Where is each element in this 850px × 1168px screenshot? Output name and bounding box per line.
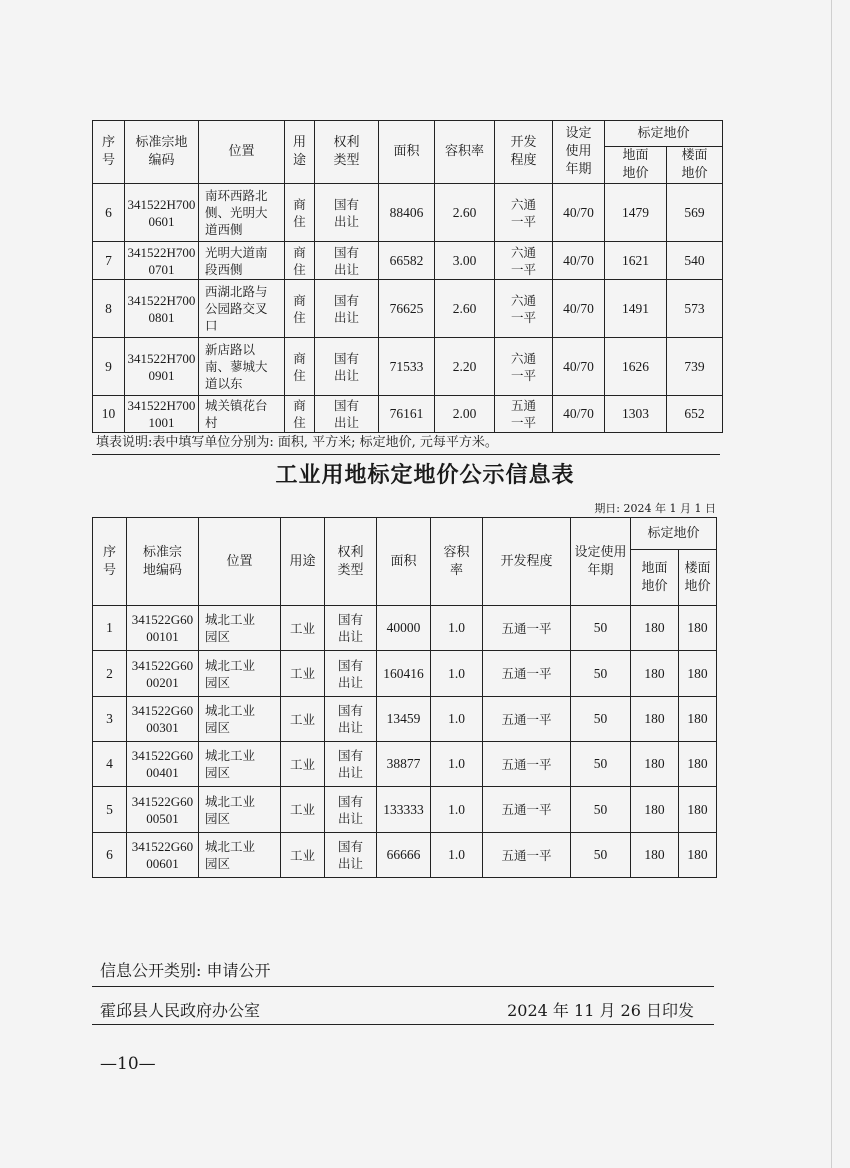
cell-dev — [495, 338, 553, 396]
cell-dev-text: 五通一平 — [510, 398, 536, 430]
cell-seq-text: 8 — [105, 300, 112, 316]
cell-land-price — [605, 184, 667, 242]
cell-area — [377, 651, 431, 697]
cell-rights — [315, 242, 379, 280]
cell-far — [431, 606, 483, 651]
cell-use — [285, 242, 315, 280]
cell-area-text: 13459 — [386, 711, 421, 726]
cell-code-text: 341522H7001001 — [127, 398, 196, 430]
industrial-table-title: 工业用地标定地价公示信息表 — [275, 463, 575, 488]
cell-seq-text: 2 — [106, 665, 113, 681]
cell-location-text: 光明大道南段西侧 — [205, 244, 268, 277]
cell-dev — [483, 787, 571, 833]
cell-use — [285, 396, 315, 433]
cell-use — [281, 697, 325, 742]
cell-use-text: 商住 — [293, 398, 306, 430]
cell-use-text: 商住 — [293, 196, 306, 229]
table-row — [93, 742, 717, 787]
cell-rights — [315, 338, 379, 396]
cell-far-text: 1.0 — [448, 665, 465, 681]
cell-use-text: 工业 — [289, 847, 315, 863]
cell-seq — [93, 697, 127, 742]
table-row — [93, 787, 717, 833]
cell-floor-price — [679, 742, 717, 787]
cell-far-text: 2.60 — [452, 300, 477, 316]
cell-period — [553, 184, 605, 242]
table-row — [93, 184, 723, 242]
cell-period — [571, 697, 631, 742]
cell-land-price — [631, 787, 679, 833]
cell-dev-text: 五通一平 — [501, 847, 552, 863]
cell-use-text: 商住 — [293, 350, 306, 383]
cell-area — [379, 396, 435, 433]
cell-land-price-text: 1621 — [622, 252, 649, 268]
cell-use-text: 工业 — [289, 620, 315, 636]
cell-rights-text: 国有出让 — [337, 839, 363, 871]
valuation-date: 期日: 2024 年 1 月 1 日 — [594, 502, 716, 515]
cell-location — [199, 338, 285, 396]
cell-dev-text: 五通一平 — [501, 711, 552, 727]
cell-period — [571, 833, 631, 878]
cell-use — [285, 338, 315, 396]
cell-dev-text: 六通一平 — [510, 244, 536, 277]
cell-code — [127, 697, 199, 742]
cell-location-text: 新店路以南、蓼城大道以东 — [205, 342, 268, 391]
cell-period-text: 50 — [593, 801, 608, 817]
header-seq: 序号 — [93, 121, 125, 184]
header-rights: 权利类型 — [315, 121, 379, 184]
cell-period-text: 40/70 — [563, 204, 594, 220]
cell-land-price-text: 180 — [644, 665, 665, 681]
cell-rights-text: 国有出让 — [337, 748, 363, 780]
cell-seq — [93, 242, 125, 280]
cell-code-text: 341522G6000101 — [131, 612, 194, 644]
header-location-2: 位置 — [199, 518, 281, 606]
cell-code-text: 341522G6000401 — [131, 748, 194, 780]
cell-seq-text: 10 — [101, 406, 116, 421]
cell-floor-price-text: 573 — [684, 300, 705, 316]
cell-code — [127, 651, 199, 697]
cell-rights — [315, 184, 379, 242]
cell-code-text: 341522G6000601 — [131, 839, 194, 871]
commercial-land-table — [92, 120, 723, 433]
cell-period-text: 40/70 — [563, 252, 594, 268]
cell-code — [125, 280, 199, 338]
cell-code — [125, 242, 199, 280]
header-land-price: 地面地价 — [605, 147, 667, 184]
cell-area — [379, 184, 435, 242]
cell-dev — [495, 242, 553, 280]
header-use-2: 用途 — [281, 518, 325, 606]
cell-seq — [93, 396, 125, 433]
cell-area — [379, 242, 435, 280]
industrial-table-body — [93, 606, 717, 878]
table-row — [93, 242, 723, 280]
cell-period — [571, 651, 631, 697]
cell-area-text: 76625 — [389, 300, 424, 316]
header-price-group: 标定地价 — [605, 121, 723, 147]
table-row — [93, 280, 723, 338]
cell-location — [199, 787, 281, 833]
cell-seq — [93, 606, 127, 651]
cell-code-text: 341522H7000801 — [127, 292, 196, 325]
cell-rights — [325, 833, 377, 878]
cell-far-text: 3.00 — [452, 252, 477, 268]
cell-code — [127, 606, 199, 651]
cell-seq — [93, 338, 125, 396]
cell-rights-text: 国有出让 — [333, 244, 359, 277]
cell-seq — [93, 787, 127, 833]
cell-period-text: 50 — [593, 620, 608, 635]
header-code-2: 标准宗地编码 — [127, 518, 199, 606]
cell-location-text: 城北工业园区 — [205, 703, 256, 735]
table-row — [93, 833, 717, 878]
cell-period-text: 40/70 — [563, 358, 594, 374]
footer-rule-top — [92, 986, 714, 987]
header-seq-2: 序号 — [93, 518, 127, 606]
header-code: 标准宗地编码 — [125, 121, 199, 184]
cell-period — [571, 787, 631, 833]
cell-land-price — [605, 280, 667, 338]
cell-floor-price — [667, 280, 723, 338]
cell-floor-price — [667, 242, 723, 280]
cell-period — [553, 280, 605, 338]
cell-dev — [495, 184, 553, 242]
cell-floor-price — [667, 396, 723, 433]
cell-code — [125, 396, 199, 433]
cell-dev — [495, 396, 553, 433]
cell-floor-price — [679, 787, 717, 833]
cell-seq-text: 9 — [105, 358, 112, 374]
cell-code-text: 341522G6000201 — [131, 657, 194, 690]
cell-land-price — [631, 742, 679, 787]
cell-area-text: 40000 — [386, 620, 421, 635]
cell-land-price-text: 180 — [644, 620, 665, 635]
cell-far-text: 2.00 — [452, 406, 477, 421]
cell-far — [431, 697, 483, 742]
cell-land-price-text: 180 — [644, 847, 665, 862]
cell-code — [127, 742, 199, 787]
cell-dev-text: 五通一平 — [501, 802, 552, 817]
cell-use-text: 商住 — [293, 244, 306, 277]
cell-period — [553, 396, 605, 433]
cell-location-text: 城关镇花台村 — [205, 398, 268, 430]
page-edge — [831, 0, 832, 1168]
cell-dev — [483, 833, 571, 878]
cell-use — [285, 184, 315, 242]
cell-far — [435, 280, 495, 338]
cell-location-text: 城北工业园区 — [205, 839, 256, 871]
cell-land-price-text: 1626 — [622, 358, 649, 374]
cell-code-text: 341522H7000901 — [127, 350, 196, 383]
cell-location-text: 城北工业园区 — [205, 793, 256, 826]
header-period: 设定使用年期 — [553, 121, 605, 184]
cell-seq — [93, 280, 125, 338]
cell-area-text: 66666 — [386, 847, 421, 862]
cell-location — [199, 184, 285, 242]
cell-use-text: 商住 — [293, 292, 306, 325]
commercial-table-body — [93, 184, 723, 433]
cell-code-text: 341522H7000701 — [127, 244, 196, 277]
header-period-2: 设定使用年期 — [571, 518, 631, 606]
cell-dev-text: 六通一平 — [510, 196, 536, 229]
cell-floor-price — [679, 651, 717, 697]
cell-rights-text: 国有出让 — [333, 292, 359, 325]
cell-period — [553, 338, 605, 396]
cell-far — [431, 833, 483, 878]
table-row — [93, 396, 723, 433]
cell-rights-text: 国有出让 — [337, 612, 363, 644]
cell-period-text: 50 — [593, 665, 608, 681]
cell-area-text: 66582 — [389, 252, 424, 268]
cell-use — [281, 606, 325, 651]
cell-seq-text: 6 — [106, 847, 113, 862]
cell-use-text: 工业 — [289, 711, 315, 727]
info-disclosure-category: 信息公开类别: 申请公开 — [100, 961, 271, 980]
cell-use — [285, 280, 315, 338]
cell-area — [379, 280, 435, 338]
header-location: 位置 — [199, 121, 285, 184]
cell-land-price-text: 1479 — [622, 204, 649, 220]
cell-area-text: 160416 — [383, 665, 424, 681]
cell-land-price-text: 1491 — [622, 300, 649, 316]
cell-area — [377, 787, 431, 833]
cell-floor-price-text: 180 — [687, 801, 708, 817]
cell-dev — [495, 280, 553, 338]
cell-floor-price — [667, 338, 723, 396]
cell-period-text: 50 — [593, 847, 608, 862]
cell-floor-price — [667, 184, 723, 242]
cell-seq — [93, 833, 127, 878]
cell-use — [281, 651, 325, 697]
cell-area — [379, 338, 435, 396]
cell-location-text: 城北工业园区 — [205, 612, 256, 644]
cell-area-text: 76161 — [389, 406, 424, 421]
header-rights-2: 权利类型 — [325, 518, 377, 606]
table-row — [93, 697, 717, 742]
cell-floor-price-text: 180 — [687, 665, 708, 681]
cell-period — [571, 606, 631, 651]
cell-seq-text: 1 — [106, 620, 113, 635]
cell-area-text: 133333 — [383, 801, 424, 817]
cell-dev — [483, 742, 571, 787]
cell-floor-price-text: 652 — [684, 406, 705, 421]
cell-far — [435, 396, 495, 433]
cell-dev-text: 五通一平 — [501, 666, 552, 681]
cell-seq-text: 4 — [106, 756, 113, 771]
cell-location-text: 西湖北路与公园路交叉口 — [205, 284, 268, 333]
cell-area-text: 38877 — [386, 756, 421, 771]
cell-rights-text: 国有出让 — [333, 398, 359, 430]
cell-land-price — [631, 651, 679, 697]
cell-seq-text: 3 — [106, 711, 113, 726]
cell-area-text: 71533 — [389, 358, 424, 374]
cell-rights — [315, 280, 379, 338]
cell-far-text: 2.20 — [452, 358, 477, 374]
cell-land-price-text: 180 — [644, 711, 665, 726]
cell-seq-text: 7 — [105, 252, 112, 268]
cell-code-text: 341522H7000601 — [127, 196, 196, 229]
cell-dev-text: 五通一平 — [501, 756, 552, 772]
cell-area — [377, 742, 431, 787]
cell-use — [281, 787, 325, 833]
cell-land-price-text: 180 — [644, 756, 665, 771]
cell-far-text: 1.0 — [448, 847, 465, 862]
header-dev: 开发程度 — [495, 121, 553, 184]
cell-dev-text: 六通一平 — [510, 350, 536, 383]
cell-far — [431, 742, 483, 787]
cell-land-price — [631, 833, 679, 878]
cell-rights — [325, 606, 377, 651]
cell-far — [435, 184, 495, 242]
cell-code — [125, 338, 199, 396]
cell-land-price — [605, 396, 667, 433]
cell-location — [199, 651, 281, 697]
cell-location-text: 南环西路北侧、光明大道西侧 — [205, 188, 268, 237]
cell-period-text: 50 — [593, 711, 608, 726]
cell-far — [435, 338, 495, 396]
cell-rights-text: 国有出让 — [333, 350, 359, 383]
cell-rights-text: 国有出让 — [337, 703, 363, 735]
cell-location — [199, 242, 285, 280]
cell-period — [553, 242, 605, 280]
cell-use-text: 工业 — [289, 756, 315, 772]
cell-code — [127, 787, 199, 833]
header-floor-price: 楼面地价 — [667, 147, 723, 184]
cell-floor-price-text: 180 — [687, 620, 708, 635]
cell-location — [199, 742, 281, 787]
cell-far — [435, 242, 495, 280]
header-area: 面积 — [379, 121, 435, 184]
cell-code-text: 341522G6000501 — [131, 793, 194, 826]
cell-seq-text: 6 — [105, 204, 112, 220]
cell-rights-text: 国有出让 — [337, 657, 363, 690]
table-row — [93, 651, 717, 697]
header-price-group-2: 标定地价 — [631, 518, 717, 550]
header-far: 容积率 — [435, 121, 495, 184]
cell-land-price — [631, 606, 679, 651]
cell-use — [281, 742, 325, 787]
cell-floor-price-text: 540 — [684, 252, 705, 268]
cell-rights — [325, 787, 377, 833]
cell-far-text: 1.0 — [448, 620, 465, 635]
cell-floor-price — [679, 606, 717, 651]
cell-area — [377, 606, 431, 651]
page-number: —10— — [100, 1054, 156, 1074]
table-note: 填表说明:表中填写单位分别为: 面积, 平方米; 标定地价, 元每平方米。 — [92, 434, 720, 455]
issued-date: 2024 年 11 月 26 日印发 — [507, 1001, 694, 1020]
cell-land-price-text: 1303 — [622, 406, 649, 421]
cell-rights-text: 国有出让 — [333, 196, 359, 229]
cell-location — [199, 606, 281, 651]
cell-rights — [315, 396, 379, 433]
cell-seq — [93, 184, 125, 242]
header-dev-2: 开发程度 — [483, 518, 571, 606]
cell-rights — [325, 742, 377, 787]
cell-location — [199, 833, 281, 878]
cell-period-text: 50 — [593, 756, 608, 771]
cell-use — [281, 833, 325, 878]
cell-far — [431, 651, 483, 697]
cell-dev — [483, 697, 571, 742]
cell-rights-text: 国有出让 — [337, 793, 363, 826]
cell-floor-price-text: 739 — [684, 358, 705, 374]
cell-location — [199, 396, 285, 433]
cell-code — [127, 833, 199, 878]
cell-far-text: 1.0 — [448, 756, 465, 771]
cell-dev — [483, 651, 571, 697]
cell-use-text: 工业 — [289, 802, 315, 817]
cell-far-text: 2.60 — [452, 204, 477, 220]
cell-area-text: 88406 — [389, 204, 424, 220]
cell-code-text: 341522G6000301 — [131, 703, 194, 735]
cell-floor-price-text: 569 — [684, 204, 705, 220]
header-floor-price-2: 楼面地价 — [679, 550, 717, 606]
header-area-2: 面积 — [377, 518, 431, 606]
cell-floor-price — [679, 697, 717, 742]
cell-floor-price-text: 180 — [687, 756, 708, 771]
header-far-2: 容积率 — [431, 518, 483, 606]
cell-period-text: 40/70 — [563, 300, 594, 316]
cell-location — [199, 697, 281, 742]
cell-seq — [93, 651, 127, 697]
cell-far-text: 1.0 — [448, 711, 465, 726]
cell-land-price — [605, 338, 667, 396]
table-row — [93, 606, 717, 651]
cell-floor-price-text: 180 — [687, 711, 708, 726]
cell-period — [571, 742, 631, 787]
cell-dev-text: 五通一平 — [501, 620, 552, 636]
footer-rule-bottom — [92, 1024, 714, 1025]
cell-dev — [483, 606, 571, 651]
cell-land-price — [605, 242, 667, 280]
cell-period-text: 40/70 — [563, 406, 594, 421]
header-use: 用途 — [285, 121, 315, 184]
cell-area — [377, 697, 431, 742]
header-land-price-2: 地面地价 — [631, 550, 679, 606]
table-row — [93, 338, 723, 396]
cell-seq — [93, 742, 127, 787]
cell-location — [199, 280, 285, 338]
cell-location-text: 城北工业园区 — [205, 657, 256, 690]
cell-land-price-text: 180 — [644, 801, 665, 817]
cell-location-text: 城北工业园区 — [205, 748, 256, 780]
cell-far-text: 1.0 — [448, 801, 465, 817]
cell-rights — [325, 697, 377, 742]
industrial-land-table — [92, 517, 717, 878]
cell-floor-price-text: 180 — [687, 847, 708, 862]
cell-use-text: 工业 — [289, 666, 315, 681]
cell-rights — [325, 651, 377, 697]
cell-code — [125, 184, 199, 242]
cell-seq-text: 5 — [106, 801, 113, 817]
cell-floor-price — [679, 833, 717, 878]
cell-far — [431, 787, 483, 833]
cell-land-price — [631, 697, 679, 742]
cell-dev-text: 六通一平 — [510, 292, 536, 325]
issuer: 霍邱县人民政府办公室 — [100, 1001, 261, 1020]
cell-area — [377, 833, 431, 878]
